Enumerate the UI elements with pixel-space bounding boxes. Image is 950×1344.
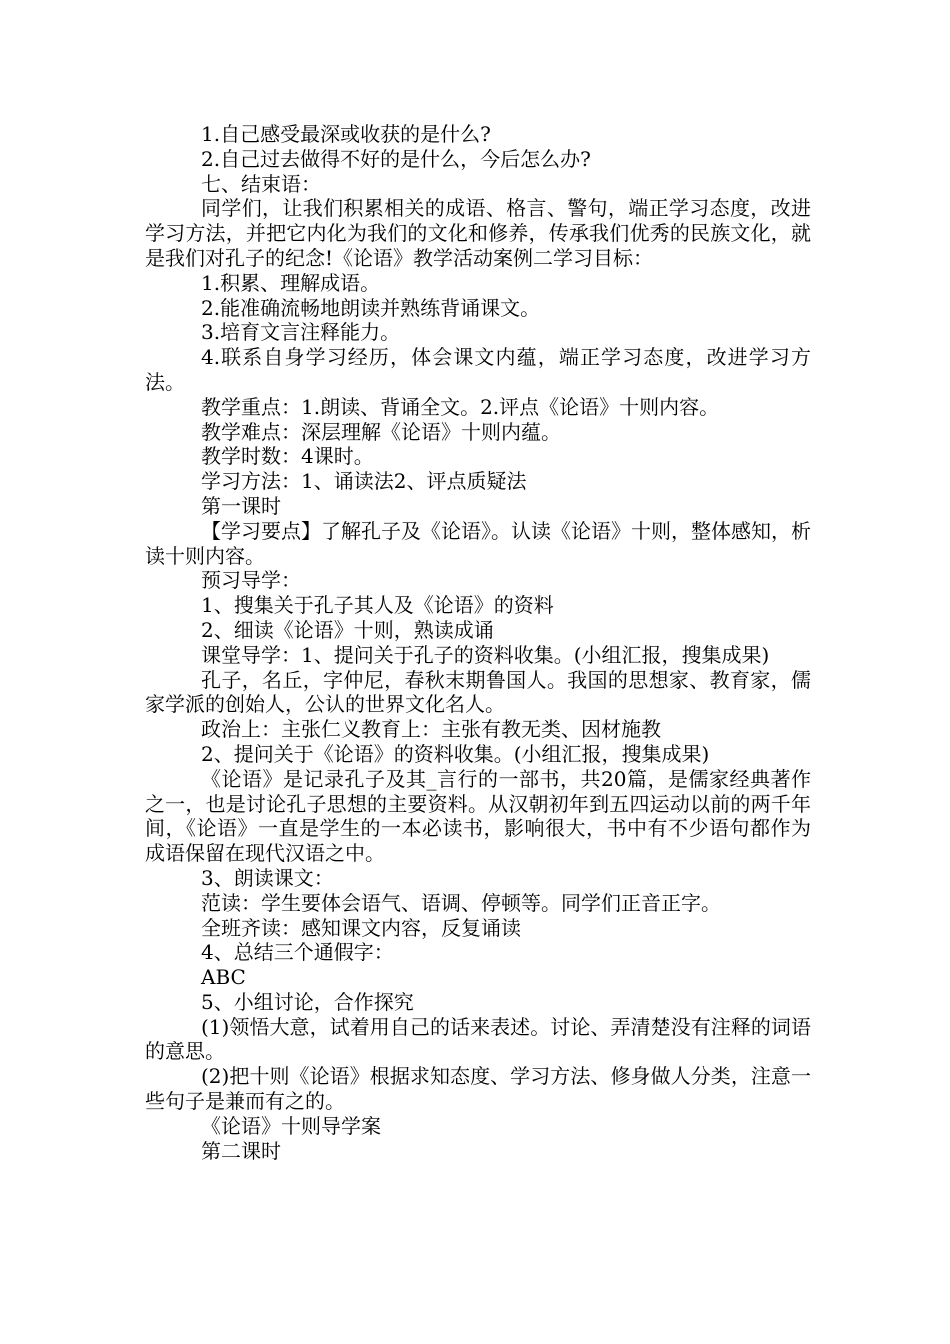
paragraph: 2、细读《论语》十则，熟读成诵 (201, 617, 494, 642)
paragraph: 3.培育文言注释能力。 (201, 320, 401, 345)
section-heading: 第一课时 (201, 493, 281, 518)
paragraph: 1.积累、理解成语。 (201, 270, 381, 295)
paragraph: 范读：学生要体会语气、语调、停顿等。同学们正音正字。 (201, 890, 721, 915)
paragraph: 学习方法：1、诵读法2、评点质疑法 (201, 469, 527, 494)
paragraph: ABC (201, 965, 246, 990)
paragraph: 3、朗读课文： (201, 865, 334, 890)
paragraph: 教学重点：1.朗读、背诵全文。2.评点《论语》十则内容。 (201, 394, 720, 419)
paragraph: 教学时数：4课时。 (201, 444, 374, 469)
paragraph: 2.能准确流畅地朗读并熟练背诵课文。 (201, 295, 541, 320)
paragraph: 5、小组讨论，合作探究 (201, 989, 414, 1014)
paragraph: 1、搜集关于孔子其人及《论语》的资料 (201, 593, 554, 618)
paragraph: (1)领悟大意，试着用自己的话来表述。讨论、弄清楚没有注释的词语的意思。 (145, 1014, 811, 1064)
paragraph: 预习导学： (201, 568, 301, 593)
paragraph: 4.联系自身学习经历，体会课文内蕴，端正学习态度，改进学习方法。 (145, 345, 811, 394)
paragraph: (2)把十则《论语》根据求知态度、学习方法、修身做人分类，注意一些句子是兼而有之的。 (145, 1064, 811, 1114)
paragraph: 同学们，让我们积累相关的成语、格言、警句，端正学习态度，改进学习方法，并把它内化为我们的文化和修养，传承我们优秀的民族文化，就是我们对孔子的纪念!《论语》教学活动案例二学习目标： (145, 196, 811, 270)
paragraph: 2、提问关于《论语》的资料收集。(小组汇报，搜集成果) (201, 741, 710, 766)
paragraph: 1.自己感受最深或收获的是什么? (201, 122, 491, 146)
paragraph: 4、总结三个通假字： (201, 940, 394, 965)
section-heading: 七、结束语： (201, 171, 321, 196)
paragraph: 《论语》十则导学案 (201, 1113, 381, 1138)
paragraph: 政治上：主张仁义教育上：主张有教无类、因材施教 (201, 717, 661, 742)
paragraph: 课堂导学：1、提问关于孔子的资料收集。(小组汇报，搜集成果) (201, 642, 770, 667)
paragraph: 2.自己过去做得不好的是什么，今后怎么办? (201, 146, 591, 171)
document-body (145, 122, 811, 1163)
paragraph: 《论语》是记录孔子及其_言行的一部书，共20篇，是儒家经典著作之一，也是讨论孔子思想的主要资料。从汉朝初年到五四运动以前的两千年间，《论语》一直是学生的一本必读书，影响很大，书中有不少语句都作为成语保留在现代汉语之中。 (145, 766, 811, 866)
paragraph: 教学难点：深层理解《论语》十则内蕴。 (201, 419, 561, 444)
paragraph: 孔子，名丘，字仲尼，春秋末期鲁国人。我国的思想家、教育家，儒家学派的创始人，公认的世界文化名人。 (145, 667, 811, 717)
paragraph: 全班齐读：感知课文内容，反复诵读 (201, 915, 521, 940)
section-heading: 第二课时 (201, 1138, 281, 1163)
paragraph: 【学习要点】了解孔子及《论语》。认读《论语》十则，整体感知，析读十则内容。 (145, 518, 811, 568)
